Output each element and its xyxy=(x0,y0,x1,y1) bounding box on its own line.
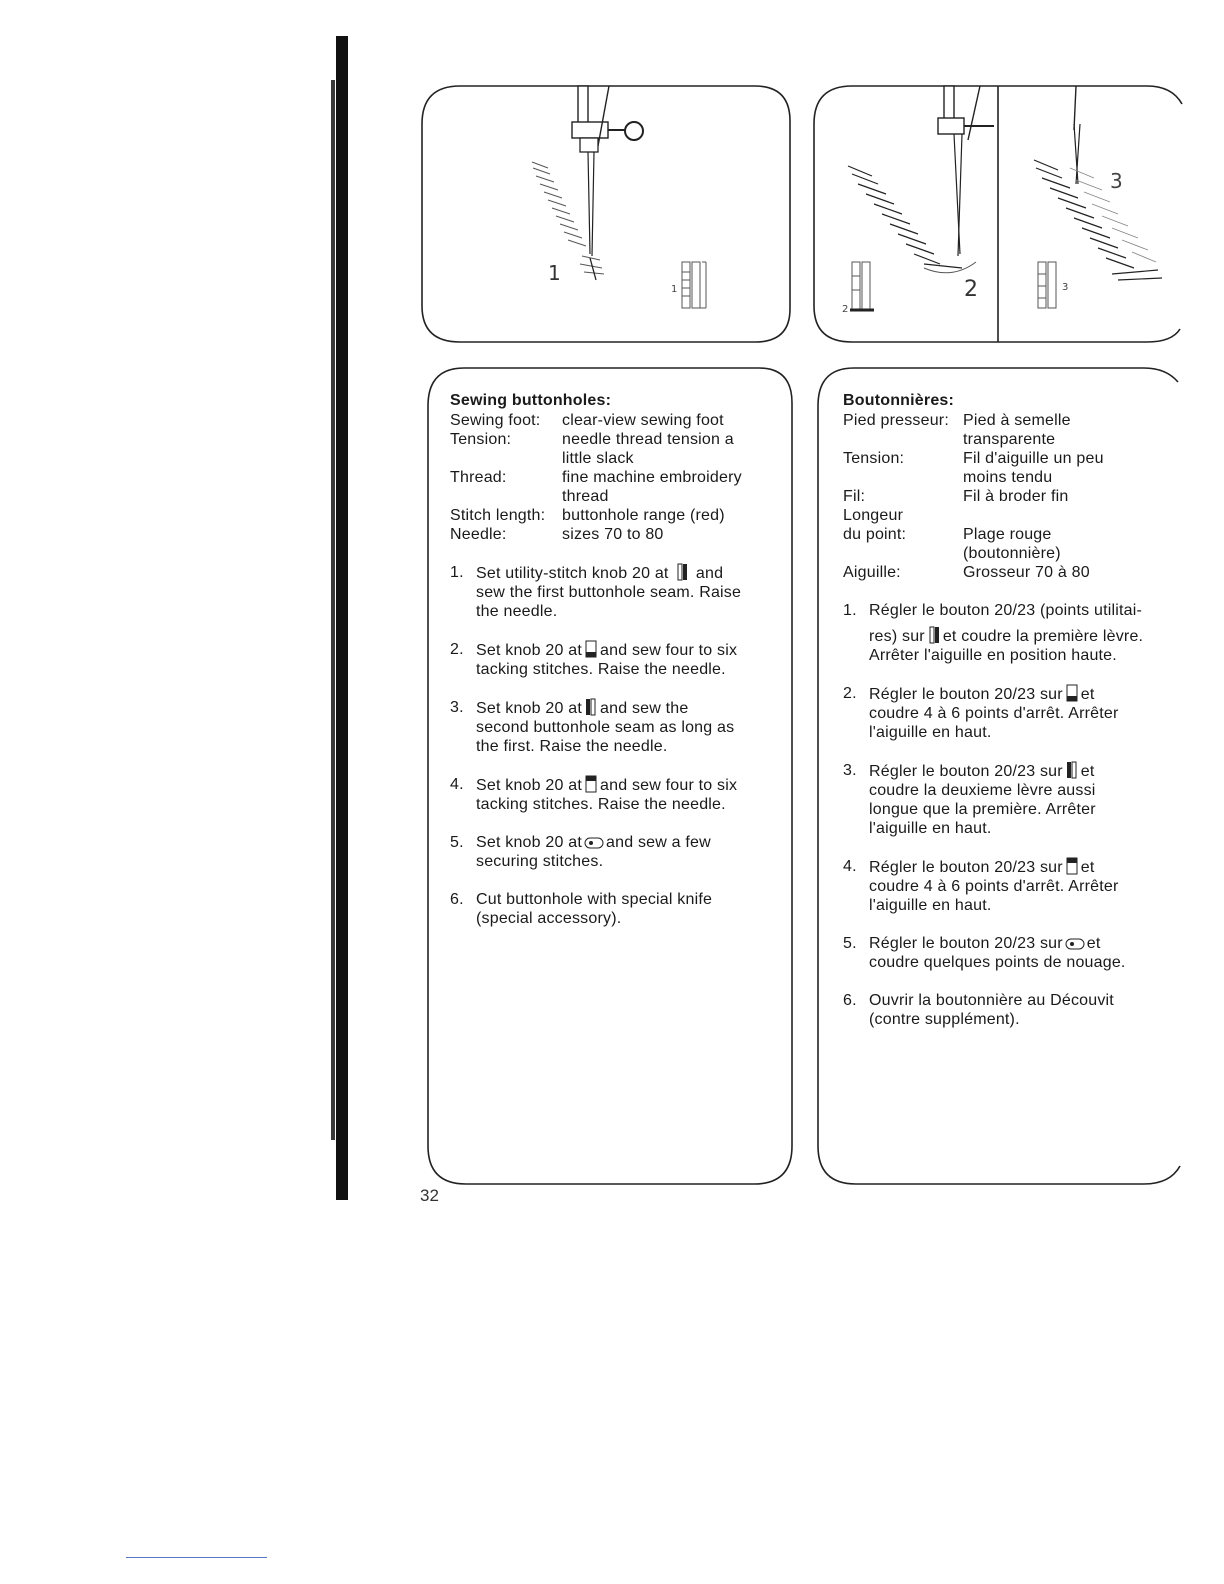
figure-second-seam xyxy=(812,84,1184,346)
list-item: 4. Régler le bouton 20/23 sur et coudre 4 à 6 points d'arrêt. Arrêter l'aiguille en haut. xyxy=(843,858,1119,914)
spec-label: Tension: xyxy=(450,431,512,448)
figure-label-3: 3 xyxy=(1110,169,1123,193)
english-specs-table xyxy=(450,411,742,544)
spec-value: buttonhole range (red) xyxy=(562,507,725,524)
list-item: res) sur et coudre la première lèvre. Arrêter l'aiguille en position haute. xyxy=(869,628,1144,664)
table-row xyxy=(843,411,1104,449)
list-item: 2. Set knob 20 at and sew four to six tacking stitches. Raise the needle. xyxy=(450,641,738,678)
page-number: 32 xyxy=(420,1186,439,1205)
french-instructions xyxy=(843,391,1173,1029)
spec-label: Needle: xyxy=(450,526,507,543)
stitch-setting-1-icon xyxy=(675,563,689,581)
spec-value: Pied à semelle transparente xyxy=(963,412,1071,448)
table-row xyxy=(450,411,742,430)
spec-value: Grosseur 70 à 80 xyxy=(963,564,1090,581)
french-heading: Boutonnières: xyxy=(843,392,955,409)
list-item: 3. Set knob 20 at and sew the second buttonhole seam as long as the first. Raise the needle. xyxy=(450,699,735,755)
spec-label: Pied presseur: xyxy=(843,412,949,429)
list-item: 6. Ouvrir la boutonnière au Découvit (contre supplément). xyxy=(843,992,1114,1028)
footer-rule xyxy=(126,1557,267,1558)
page-binding-shadow xyxy=(331,80,335,1140)
table-row xyxy=(450,506,742,525)
small-label-2: 2 xyxy=(842,304,849,315)
page-binding-edge xyxy=(336,36,348,1200)
spec-label: Longeur xyxy=(843,507,904,524)
stitch-setting-2-icon xyxy=(584,640,598,658)
table-row xyxy=(450,468,742,506)
stitch-setting-4-icon xyxy=(584,775,598,793)
stitch-setting-4-icon xyxy=(1065,857,1079,875)
stitch-setting-3-icon xyxy=(584,698,598,716)
table-row xyxy=(843,506,1104,525)
figure-label-2: 2 xyxy=(964,277,978,302)
english-instructions xyxy=(450,391,780,928)
figure-first-seam xyxy=(420,84,792,346)
list-item: 1. Set utility-stitch knob 20 at and sew the first buttonhole seam. Raise the needle. xyxy=(450,564,742,620)
french-steps xyxy=(843,601,1173,1029)
table-row xyxy=(843,525,1104,563)
spec-label: Tension: xyxy=(843,450,905,467)
spec-value: Fil d'aiguille un peu moins tendu xyxy=(963,450,1104,486)
spec-label: du point: xyxy=(843,526,907,543)
small-label-3: 3 xyxy=(1062,282,1069,293)
english-steps xyxy=(450,563,780,928)
table-row xyxy=(450,525,742,544)
spec-value: clear-view sewing foot xyxy=(562,412,724,429)
stitch-setting-2-icon xyxy=(1065,684,1079,702)
spec-value: Fil à broder fin xyxy=(963,488,1069,505)
list-item: 5. Régler le bouton 20/23 sur et coudre quelques points de nouage. xyxy=(843,935,1126,971)
spec-label: Fil: xyxy=(843,488,866,505)
spec-value xyxy=(963,506,1104,525)
securing-stitch-icon xyxy=(1065,937,1085,951)
small-label-1: 1 xyxy=(671,284,678,295)
spec-value: Plage rouge (boutonnière) xyxy=(963,526,1061,562)
list-item: 6. Cut buttonhole with special knife (special accessory). xyxy=(450,891,713,927)
list-item: 3. Régler le bouton 20/23 sur et coudre la deuxieme lèvre aussi longue que la première. Arrêter l'aiguille en haut. xyxy=(843,762,1096,837)
english-heading: Sewing buttonholes: xyxy=(450,392,612,409)
securing-stitch-icon xyxy=(584,836,604,850)
spec-label: Aiguille: xyxy=(843,564,901,581)
table-row xyxy=(843,487,1104,506)
list-item: 4. Set knob 20 at and sew four to six tacking stitches. Raise the needle. xyxy=(450,776,738,813)
spec-value: sizes 70 to 80 xyxy=(562,526,664,543)
french-specs-table xyxy=(843,411,1104,582)
spec-label: Sewing foot: xyxy=(450,412,541,429)
stitch-setting-3-icon xyxy=(1065,761,1079,779)
stitch-setting-1-icon xyxy=(927,626,941,644)
figure-label-1: 1 xyxy=(548,261,561,285)
list-item: 2. Régler le bouton 20/23 sur et coudre 4 à 6 points d'arrêt. Arrêter l'aiguille en haut. xyxy=(843,685,1119,741)
table-row xyxy=(843,449,1104,487)
table-row xyxy=(450,430,742,468)
list-item: 5. Set knob 20 at and sew a few securing stitches. xyxy=(450,834,711,870)
table-row xyxy=(843,563,1104,582)
spec-label: Thread: xyxy=(450,469,507,486)
spec-label: Stitch length: xyxy=(450,507,546,524)
spec-value: needle thread tension a little slack xyxy=(562,431,734,467)
list-item: 1. Régler le bouton 20/23 (points utilitai- xyxy=(843,602,1143,619)
spec-value: fine machine embroidery thread xyxy=(562,469,742,505)
